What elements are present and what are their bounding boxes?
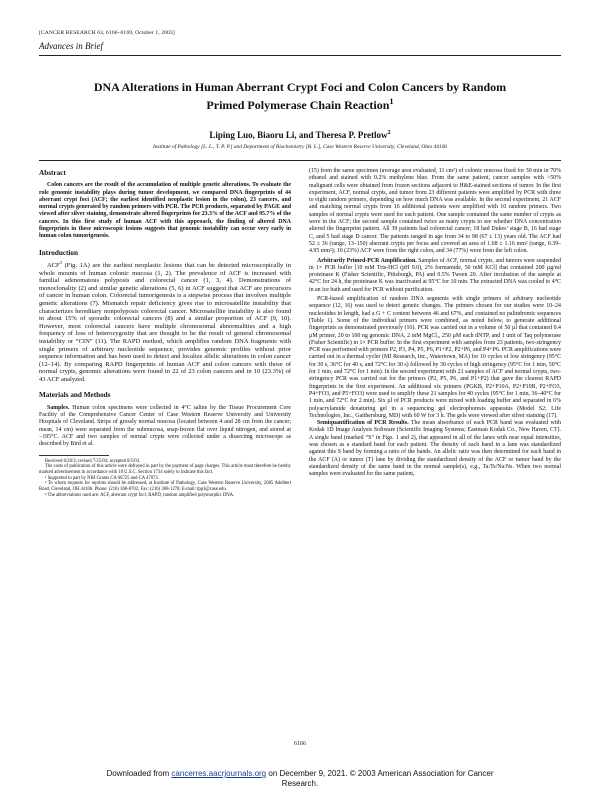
footnote: Received 6/20/3; revised 7/25/03; accepted 8/5/03. [45,458,141,464]
header-rule [39,55,561,56]
semiquant-text: The mean absorbance of each PCR band was evaluated with Kodak 1D Image Analysis Software (Scientific Imaging Systems; Eastman Kodak Co., New Haven, CT). A single band (marked “S” in Figs. 1 and 2), that appeared in all of the lanes with near equal intensities, was chosen as a standard band for each patient. The density of each band in a lane was standardized against this S band by forming a ratio of the bands. An allelic ratio was then determined for each band in the ACF (A) or tumor (T) lane by dividing the standardized density of the ACF or tumor band by the standardized density of the same band in the normal sample(s), e.g., Ta:Ts/Na:Ns. When two normal samples were evaluated for the same patient, [309,420,562,478]
abstract-text: Colon cancers are the result of the accumulation of multiple genetic alterations. To evaluate the role genomic instability plays during tumor development, we compared DNA fingerprints of 44 aberrant crypt foci (ACF; the earliest identified neoplastic lesion in the colon), 23 cancers, and normal crypts generated by random primers with PCR. The PCR products, separated by PAGE and viewed after silver staining, demonstrate altered fingerprints for 23.3% of the ACF and 95.7% of the cancers. In this first study of human ACF with this approach, the finding of altered DNA fingerprints in these microscopic lesions suggests that genomic instability can occur very early in human colon tumorigenesis. [39,182,291,240]
left-column [39,168,291,498]
footnotes [39,459,291,499]
right-column [309,168,561,478]
download-prefix: Downloaded from [106,769,172,778]
section-label: Advances in Brief [39,41,103,51]
introduction-heading: Introduction [39,248,79,257]
title-rule [39,160,561,161]
intro-lead: ACF [47,261,60,269]
arbitrary-pcr-text: Samples of ACF, normal crypts, and tumors were suspended in 1× PCR buffer [10 mM Tris-HCl (pH 9.0), 2% formamide, 50 mM KCl] that contained 200 µg/ml proteinase K (Fisher Scientific, Pittsburgh, PA) and 0.5% Tween 20. After incubation of the sample at 42°C for 24 h, the proteinase K was inactivated at 95°C for 10 min. The extracted DNA was cooled to 4°C in an ice bath and used for PCR without purification. [309,257,561,293]
arbitrary-pcr-run-head: Arbitrarily Primed-PCR Amplification. [317,257,417,264]
samples-text: Human colon specimens were collected in 4°C saline by the Tissue Procurement Core Facility of the Comprehensive Cancer Center of Case Western Reserve University and University Hospitals of Cleveland. Strips of grossly normal mucosa (located between 4 and 28 cm from the cancer; mean, 14 cm) were separated from the submucosa, snap-frozen flat over liquid nitrogen, and stored at −195°C. ACF and two samples of normal crypts were collected under a dissecting microscope as described by Bird et al. [39,404,291,448]
semiquant-run-head: Semiquantification of PCR Results. [317,420,409,427]
page-number: 6166 [294,741,306,747]
author-footnote-mark: 2 [387,129,391,136]
title-footnote-mark: 1 [389,97,394,106]
pcr-paragraph: PCR-based amplification of random DNA segments with single primers of arbitrary nucleotide sequence (12, 16) was used to detect genetic changes. The primers chosen for our studies were 10–24 nucleotides in length, had a G + C content between 46 and 67%, and contained no palindromic sequences (Table 1). Some of the individual primers were combined, as noted below, to generate additional fingerprints as demonstrated previously (16). PCR was carried out in a volume of 50 µl that contained 0.4 µM primer, 20 to 100 ng genomic DNA, 2 mM MgCl₂, 250 µM each dNTP, and 1 unit of Taq polymerase (Fisher Scientific) in 1× PCR buffer. In the first experiment with samples from 23 patients, two-stringency PCR was performed with primers P2, P3, P4, P5, P6, P1+P2, P2+P6, and P4+P6. PCR amplifications were carried out in a thermal cycler (MJ Research, Inc., Watertown, MA) for 10 cycles of low stringency (95°C for 30 s, 36°C for 40 s, and 72°C for 30 s) followed by 30 cycles of high stringency (95°C for 1 min, 50°C for 1 min, and 72°C for 1 min). In the second experiment with 21 samples of ACF and normal crypts, two-stringency PCR was carried out for the primers (P2, P5, P6, and P1+P2) that gave the clearest RAPD fingerprints in the first experiment. An additional six primers (PGKB, P2+P10A, P2+P10B, P2+FO3, P4+FO3, and P5+FO3) were used to amplify these 21 samples for 40 cycles (95°C for 1 min, 36–40°C for 1 min, and 72°C for 2 min). Six µl of PCR products were mixed with loading buffer and separated in 6% polyacrylamide denaturing gel in a sequencing gel electrophoresis apparatus (Model S2; Life Technologies, Inc., Gaithersburg, MD) with 60 W for 3 h. The gels were viewed after silver staining (17). [309,296,561,419]
footnote: ¹ Supported in part by NIH Grants CA 66725 and CA 47073. [45,475,159,481]
arbitrary-pcr-paragraph [309,258,561,294]
methods-heading: Materials and Methods [39,391,111,400]
affiliation: Institute of Pathology [L. L., T. P. P.] and Department of Biochemistry [B. L.], Case Western Reserve University, Cleveland, Ohio 44106 [152,144,447,150]
journal-reference: [CANCER RESEARCH 63, 6166–6169, October 1, 2003] [39,30,175,36]
introduction-text [39,259,291,384]
title-line-2: Primed Polymerase Chain Reaction [206,98,390,112]
title-line-1: DNA Alterations in Human Aberrant Crypt Foci and Colon Cancers by Random [93,80,507,94]
semiquant-paragraph [309,420,561,478]
footnote: ² To whom requests for reprints should be addressed, at Institute of Pathology, Case Western Reserve University, 2085 Adelbert Road, Cleveland, OH 44106. Phone: (216) 368-8702; Fax: (216) 368-1278; E-mail: tpp3@case.edu. [39,481,291,493]
abstract-heading: Abstract [39,169,66,177]
author-list [39,130,561,140]
intro-body: (Fig. 1A) are the earliest neoplastic lesions that can be detected microscopically in whole mounts of human colonic mucosa (1, 2). The prevalence of ACF is increased with familial adenomatous polyposis and colorectal cancer (1, 3, 4). Demonstrations of monoclonality (2) and similar genetic alterations (5, 6) in ACF suggest that ACF are precursors of cancer in human colon. Colorectal tumorigenesis is a stepwise process that involves multiple genetic alterations (7). Mismatch repair deficiency gives rise to microsatellite instability that characterizes hereditary nonpolyposis colorectal cancer. Microsatellite instability is also found in about 15% of sporadic colorectal cancers (8) and a similar proportion of ACF (9, 10). However, most colorectal cancers have multiple chromosomal abnormalities and a high frequency of loss of heterozygosity that are thought to be the result of general chromosomal instability or “CIN” (11). The RAPD method, which amplifies random DNA fragments with single primers of arbitrary nucleotide sequence, provides genomic profiles without prior sequence information and has been used to detect and localize allelic alterations in colon cancer (12–14). By comparing RAPD fingerprints of human ACF and colon cancers with those of normal crypts, genomic alterations were found in 22 of 23 colon cancers and in 10 (23.3%) of 43 ACF analyzed. [39,261,291,383]
download-line-2: Research. [281,779,319,788]
authors: Liping Luo, Biaoru Li, and Theresa P. Pretlow [209,130,388,140]
samples-continued: (15) from the same specimen (average area evaluated, 11 cm²) of colonic mucosa fixed for 30 min in 70% ethanol and stained with 0.2% methylene blue. From the same patient, cancer samples with >50% malignant cells were obtained from frozen sections adjacent to H&E-stained sections of tumor. In the first experiment, ACF, normal crypts, and tumor from 23 different patients were amplified by PCR with three to eight random primers, depending on how much DNA was available. In the second experiment, 21 ACF and matching normal crypts from 16 additional patients were amplified with 10 random primers. Two samples of normal crypts were used for each patient. One sample contained the same number of crypts as were in the ACF; the second sample contained twice as many crypts to see whether DNA concentration altered the fingerprint pattern. All 39 patients had colorectal cancer; 18 had Dukes’ stage B, 16 had stage C, and 5 had stage D cancer. The patients ranged in age from 34 to 98 (67 ± 13) years old. The ACF had 52 ± 36 (range, 13–150) aberrant crypts per focus and covered an area of 1.68 ± 1.16 mm² (range, 0.39–4.95 mm²); 10 (23%) ACF were from the right colon, and 34 (77%) were from the left colon. [309,168,561,255]
download-notice [0,769,600,789]
download-suffix: on December 9, 2021. © 2003 American Association for Cancer [266,769,494,778]
footnote: The costs of publication of this article were defrayed in part by the payment of page charges. This article must therefore be hereby marked advertisement in accordance with 18 U.S.C. Section 1734 solely to indicate this fact. [39,464,291,475]
article-title [39,78,561,114]
samples-run-head: Samples. [47,404,70,411]
footnote-rule [39,455,109,456]
journal-link[interactable]: cancerres.aacrjournals.org [171,769,267,778]
samples-paragraph [39,405,291,449]
footnote: ³ The abbreviations used are: ACF, aberrant crypt foci; RAPD, random amplified polymorphic DNA. [45,492,235,498]
intro-footnote-mark: 3 [59,259,62,265]
